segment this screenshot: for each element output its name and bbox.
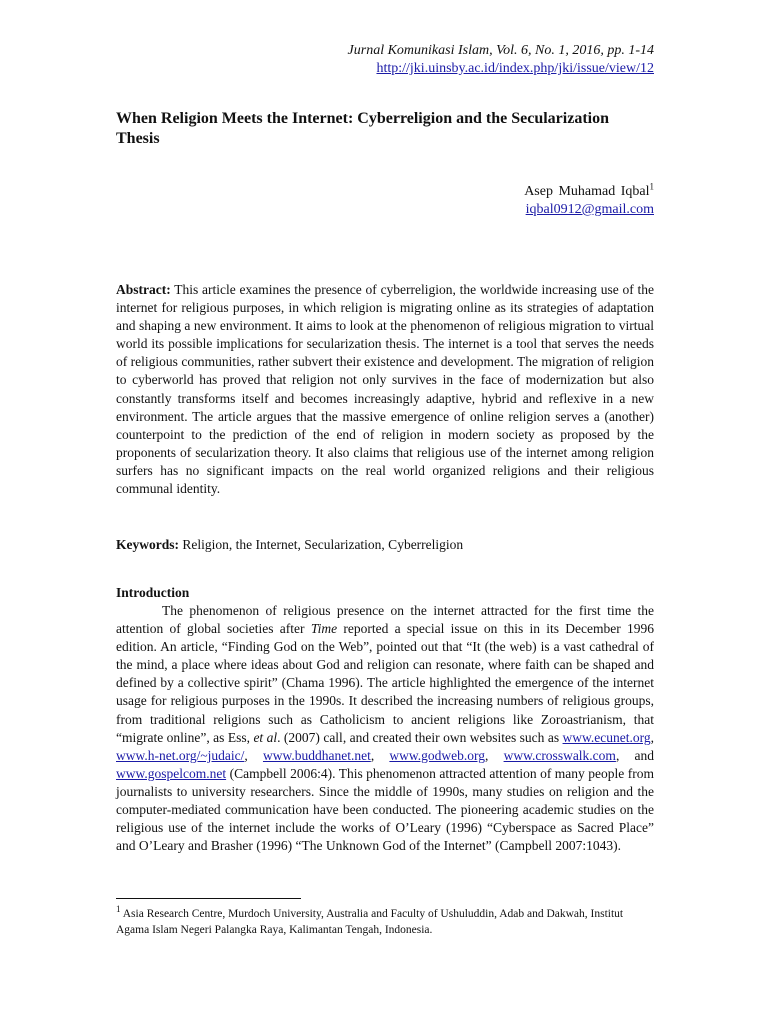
journal-header [348, 42, 654, 78]
keywords-text: Religion, the Internet, Secularization, Cyberreligion [182, 537, 464, 552]
intro-and-word: and [634, 747, 654, 763]
journal-citation: Jurnal Komunikasi Islam, Vol. 6, No. 1, 2016, pp. 1-14 [347, 43, 654, 58]
link-crosswalk[interactable]: www.crosswalk.com [503, 747, 616, 763]
link-buddhanet[interactable]: www.buddhanet.net [262, 747, 371, 763]
introduction-paragraph: The phenomenon of religious presence on the internet attracted for the first time the attention of global societies after Time reported a special issue on this in its December 1996 edition. An article, “Finding God on the Web”, pointed out that “It (the web) is a vast cathedral of the mind, a place where ideas about God and religion can resonate, where faith can be shaped and defined by a collective spirit” (Chama 1996). The article highlighted the emergence of the internet usage for religious purposes in the 1990s. It described the increasing numbers of religious groups, from traditional religions such as Catholicism to ancient religions like Zoroastrianism, that “migrate online”, as Ess, et al. (2007) call, and created their own websites such as www.ecunet.org, www.h-net.org/~judaic/, www.buddhanet.net, www.godweb.org, www.crosswalk.com, and www.gospelcom.net (Campbell 2006:4). This phenomenon attracted attention of many people from journalists to university researchers. Since the middle of 1990s, many studies on religion and the computer-mediated communication have been conducted. The pioneering academic studies on the religious use of the internet include the works of O’Leary (1996) “Cyberspace as Sacred Place” and O’Leary and Brasher (1996) “The Unknown God of the Internet” (Campbell 2007:1043). [116, 603, 655, 854]
footnote-divider [116, 898, 301, 899]
intro-text-4: (Campbell 2006:4). This phenomenon attracted attention of many people from journalists to university researchers. Since the middle of 1990s, many studies on religion and the computer-mediated communication have been conducted. The pioneering academic studies on the religious use of the internet include the works of O’Leary (1996) “Cyberspace as Sacred Place” and O’Leary and Brasher (1996) “The Unknown God of the Internet” (Campbell 2007:1043). [116, 765, 654, 854]
link-h-net[interactable]: www.h-net.org/~judaic/ [116, 747, 245, 763]
abstract-label: Abstract: [116, 282, 171, 297]
intro-time-italic: Time [310, 621, 338, 637]
link-gospelcom[interactable]: www.gospelcom.net [116, 765, 227, 781]
intro-et-al-italic: et al [253, 729, 278, 745]
footnote-text: Asia Research Centre, Murdoch University, Australia and Faculty of Ushuluddin, Adab and Dakwah, Institut Agama Islam Negeri Palangka Raya, Kalimantan Tengah, Indonesia. [116, 908, 624, 936]
footnote-number: 1 [116, 904, 121, 915]
footnote [116, 906, 654, 938]
author-email-link[interactable]: iqbal0912@gmail.com [525, 202, 654, 217]
introduction-heading: Introduction [116, 585, 190, 600]
keywords [116, 536, 654, 554]
keywords-label: Keywords: [116, 537, 179, 552]
intro-text-2: reported a special issue on this in its December 1996 edition. An article, “Finding God on the Web”, pointed out that “It (the web) is a vast cathedral of the mind, a place where ideas about God and religion can resonate, where faith can be shaped and defined by a collective spirit” (Chama 1996). The article highlighted the emergence of the internet usage for religious purposes in the 1990s. It described the increasing numbers of religious groups, from traditional religions such as Catholicism to ancient religions like Zoroastrianism, that “migrate online”, as Ess, [116, 621, 655, 745]
intro-text-1: The phenomenon of religious presence on the internet attracted for the first time the attention of global societies after [116, 603, 654, 637]
author-block [524, 183, 654, 219]
intro-text-3: . (2007) call, and created their own websites such as [277, 729, 560, 745]
author-footnote-marker[interactable]: 1 [649, 181, 654, 192]
author-name: Asep Muhamad Iqbal [524, 184, 650, 199]
link-ecunet[interactable]: www.ecunet.org [562, 729, 651, 745]
abstract [116, 281, 654, 498]
paper-title: When Religion Meets the Internet: Cyberreligion and the Secularization Thesis [116, 110, 609, 147]
link-godweb[interactable]: www.godweb.org [389, 747, 486, 763]
abstract-text: This article examines the presence of cyberreligion, the worldwide increasing use of the internet for religious purposes, in which religion is migrating online as its strategies of adaptation and shaping a new environment. It aims to look at the phenomenon of religious migration to virtual world its possible implications for secularization thesis. The internet is a tool that serves the needs of religious communities, rather subvert their existence and development. The migration of religion to cyberworld has proved that religion not only survives in the face of modernization but also constantly transforms itself and becomes increasingly adaptive, hybrid and reflexive in a new environment. The article argues that the massive emergence of online religion serves a (another) counterpoint to the prediction of the end of religion in modern society as proposed by the proponents of secularization theory. It also claims that religious use of the internet among religion surfers has no significant impacts on the real world organized religions and their religious communal identity. [116, 282, 654, 497]
journal-url-link[interactable]: http://jki.uinsby.ac.id/index.php/jki/issue/view/12 [376, 61, 654, 76]
